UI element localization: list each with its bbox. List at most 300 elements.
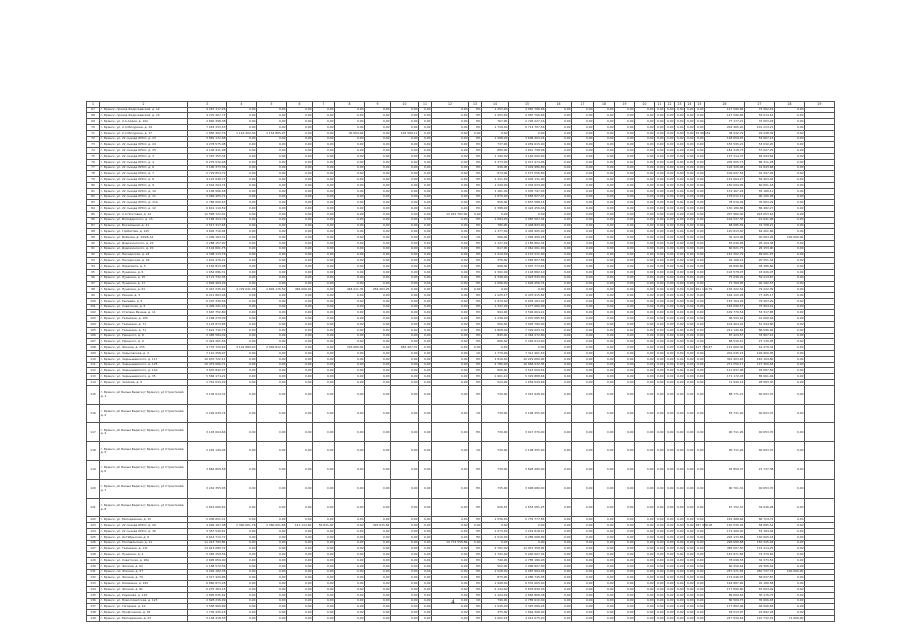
value-cell: 0,00 — [685, 188, 695, 194]
value-cell: 0,00 — [227, 380, 257, 386]
value-cell: 0,00 — [615, 558, 635, 564]
value-cell: 0,00 — [365, 159, 391, 165]
value-cell: 4 729 041,38 — [227, 287, 257, 293]
value-cell: 0,00 — [313, 165, 335, 171]
value-cell: 0,00 — [419, 575, 432, 581]
value-cell: 0,00 — [695, 298, 705, 304]
value-cell: 875,00 — [482, 575, 509, 581]
value-cell: 0,00 — [257, 546, 287, 552]
value-cell: 0,00 — [635, 153, 655, 159]
table-row — [87, 442, 835, 461]
value-cell: 0,00 — [287, 339, 313, 345]
value-cell: 0,00 — [257, 423, 287, 442]
value-cell: 0,00 — [685, 107, 695, 113]
value-cell: 0,00 — [675, 345, 685, 351]
value-cell: 0,00 — [419, 374, 432, 380]
value-cell: 0,00 — [419, 529, 432, 535]
value-cell: 0,00 — [594, 569, 615, 575]
value-cell: 0,00 — [665, 119, 675, 125]
value-cell: 0,00 — [432, 107, 469, 113]
value-cell: 0,00 — [572, 575, 594, 581]
value-cell: 0,00 — [615, 148, 635, 154]
value-cell: 3 017 376,00 — [509, 423, 546, 442]
value-cell: 0,00 — [594, 598, 615, 604]
value-cell: 0,00 — [313, 171, 335, 177]
value-cell: 0,00 — [685, 598, 695, 604]
value-cell: 0,00 — [635, 281, 655, 287]
value-cell: 0,00 — [685, 610, 695, 616]
value-cell: 0,00 — [695, 558, 705, 564]
value-cell: 0,00 — [227, 252, 257, 258]
value-cell: 1 631 476,41 — [188, 258, 227, 264]
value-cell: 0,00 — [432, 517, 469, 523]
value-cell: 0,00 — [594, 136, 615, 142]
value-cell: 0,00 — [391, 177, 419, 183]
value-cell: ПК — [469, 385, 482, 404]
column-header-6: 6 — [287, 102, 313, 108]
value-cell: 0,00 — [257, 223, 287, 229]
value-cell: 5 240 007,91 — [509, 552, 546, 558]
value-cell: 0,00 — [572, 113, 594, 119]
value-cell: 0,00 — [391, 124, 419, 130]
value-cell: 0,00 — [695, 200, 705, 206]
value-cell: 0,00 — [365, 130, 391, 136]
value-cell: 0,00 — [675, 380, 685, 386]
value-cell: 0,00 — [685, 540, 695, 546]
value-cell: 0,00 — [572, 235, 594, 241]
value-cell: 0,00 — [635, 171, 655, 177]
address-cell: г. Брянск, ул. 22 съезда КПСС, д. 24 — [100, 142, 188, 148]
value-cell: 0,00 — [695, 569, 705, 575]
value-cell: 0,00 — [572, 540, 594, 546]
column-header-19: 19 — [615, 102, 635, 108]
value-cell: 0,00 — [365, 153, 391, 159]
value-cell: 0,00 — [432, 575, 469, 581]
value-cell: 0,00 — [391, 479, 419, 498]
value-cell: 0,00 — [257, 461, 287, 480]
value-cell: 0,00 — [675, 351, 685, 357]
value-cell: 0,00 — [419, 246, 432, 252]
value-cell: 0,00 — [546, 610, 572, 616]
value-cell: 0,00 — [655, 558, 665, 564]
value-cell: 0,00 — [287, 442, 313, 461]
value-cell: 0,00 — [615, 107, 635, 113]
value-cell: 75 036,91 — [705, 275, 745, 281]
row-number-cell: 111 — [87, 362, 100, 368]
value-cell: 0,00 — [615, 423, 635, 442]
value-cell: 0,00 — [685, 235, 695, 241]
value-cell: 0,00 — [313, 534, 335, 540]
value-cell: 0,00 — [391, 200, 419, 206]
row-number-cell: 137 — [87, 604, 100, 610]
value-cell: 0,00 — [572, 304, 594, 310]
value-cell: 152 871,84 — [705, 552, 745, 558]
value-cell: ПК — [469, 461, 482, 480]
value-cell: 735,00 — [482, 479, 509, 498]
value-cell: 0,00 — [655, 287, 665, 293]
value-cell: 0,00 — [675, 575, 685, 581]
value-cell: 0,00 — [572, 159, 594, 165]
value-cell: 0,00 — [635, 558, 655, 564]
value-cell: 0,00 — [695, 235, 705, 241]
value-cell: 0,00 — [546, 130, 572, 136]
value-cell: 0,00 — [665, 368, 675, 374]
value-cell: 0,00 — [287, 107, 313, 113]
value-cell: 0,00 — [675, 498, 685, 517]
value-cell: 0,00 — [546, 351, 572, 357]
value-cell: 0,00 — [635, 235, 655, 241]
value-cell: 0,00 — [391, 351, 419, 357]
value-cell: 0,00 — [227, 113, 257, 119]
value-cell: 0,00 — [287, 298, 313, 304]
value-cell: 0,00 — [482, 287, 509, 293]
value-cell: 0,00 — [313, 498, 335, 517]
value-cell: 7 018 333,53 — [188, 124, 227, 130]
value-cell: 0,00 — [391, 229, 419, 235]
value-cell: 110 732,01 — [745, 615, 775, 621]
value-cell: 0,00 — [695, 546, 705, 552]
value-cell: 0,00 — [615, 385, 635, 404]
value-cell: 58 685,54 — [745, 523, 775, 529]
value-cell: 0,00 — [365, 322, 391, 328]
value-cell: 0,00 — [365, 264, 391, 270]
value-cell: 0,00 — [335, 327, 365, 333]
address-cell: г. Брянск, ул. Степана Разина, д. 11 — [100, 310, 188, 316]
value-cell: 0,00 — [419, 592, 432, 598]
value-cell: 0,00 — [257, 498, 287, 517]
value-cell: 0,00 — [546, 293, 572, 299]
value-cell: 0,00 — [572, 604, 594, 610]
value-cell: 2 784 000,63 — [188, 200, 227, 206]
value-cell: 0,00 — [655, 165, 665, 171]
row-number-cell: 117 — [87, 423, 100, 442]
value-cell: 0,00 — [227, 586, 257, 592]
value-cell: 0,00 — [546, 380, 572, 386]
value-cell: 0,00 — [419, 293, 432, 299]
value-cell: 4 278 575,98 — [188, 142, 227, 148]
value-cell: 0,00 — [594, 310, 615, 316]
value-cell: 0,00 — [775, 461, 805, 480]
value-cell: 0,00 — [615, 177, 635, 183]
value-cell: 2 846 176,59 — [257, 287, 287, 293]
value-cell: 994,00 — [482, 310, 509, 316]
value-cell: 0,00 — [594, 188, 615, 194]
value-cell: 0,00 — [685, 523, 695, 529]
value-cell: 0,00 — [257, 333, 287, 339]
value-cell: 1 096,00 — [482, 281, 509, 287]
value-cell: 0,00 — [695, 223, 705, 229]
value-cell: 0,00 — [665, 223, 675, 229]
row-number-cell: 91 — [87, 246, 100, 252]
value-cell: 0,00 — [419, 333, 432, 339]
value-cell: 4 086 745,95 — [509, 575, 546, 581]
value-cell: 2 840 398,38 — [188, 119, 227, 125]
value-cell: 0,00 — [546, 148, 572, 154]
value-cell: 0,00 — [615, 461, 635, 480]
value-cell: 0,00 — [419, 351, 432, 357]
value-cell: 0,00 — [313, 385, 335, 404]
value-cell: 730,00 — [482, 423, 509, 442]
value-cell: 0,00 — [655, 404, 665, 423]
value-cell: 0,00 — [685, 517, 695, 523]
value-cell: 6 714 707,56 — [509, 124, 546, 130]
value-cell: 0,00 — [419, 177, 432, 183]
value-cell: 874,00 — [482, 171, 509, 177]
value-cell: 0,00 — [685, 479, 695, 498]
value-cell: 0,00 — [635, 206, 655, 212]
value-cell: 0,00 — [482, 130, 509, 136]
value-cell: 0,00 — [432, 119, 469, 125]
value-cell: 0,00 — [655, 223, 665, 229]
value-cell: 182 318,73 — [705, 148, 745, 154]
value-cell: 3 325 080,24 — [509, 604, 546, 610]
value-cell: 0,00 — [685, 258, 695, 264]
value-cell: 0,00 — [227, 194, 257, 200]
value-cell: 71 769,95 — [705, 281, 745, 287]
row-number-cell: 134 — [87, 586, 100, 592]
value-cell: 0,00 — [695, 327, 705, 333]
value-cell: 0,00 — [313, 211, 335, 217]
value-cell: 0,00 — [546, 287, 572, 293]
value-cell: 1 311,00 — [482, 177, 509, 183]
value-cell: 0,00 — [432, 148, 469, 154]
value-cell: 1 104,00 — [482, 592, 509, 598]
value-cell: 2 388,00 — [482, 206, 509, 212]
value-cell: 0,00 — [227, 269, 257, 275]
value-cell: 0,00 — [546, 592, 572, 598]
value-cell: 40 653,70 — [745, 423, 775, 442]
value-cell: 4 023 543,00 — [509, 275, 546, 281]
value-cell: 0,00 — [572, 380, 594, 386]
value-cell: 72 379,81 — [745, 552, 775, 558]
row-number-cell: 97 — [87, 281, 100, 287]
row-number-cell: 80 — [87, 182, 100, 188]
value-cell: 0,00 — [572, 293, 594, 299]
value-cell: 0,00 — [675, 298, 685, 304]
value-cell: 0,00 — [695, 385, 705, 404]
value-cell: 164 122,28 — [705, 293, 745, 299]
value-cell: 12 598 722,01 — [188, 211, 227, 217]
value-cell: 0,00 — [594, 423, 615, 442]
value-cell: 0,00 — [432, 310, 469, 316]
value-cell: 0,00 — [655, 252, 665, 258]
row-number-cell: 125 — [87, 534, 100, 540]
value-cell: 1 901,10 — [482, 374, 509, 380]
value-cell: 0,00 — [365, 165, 391, 171]
value-cell: 9 285 068,89 — [509, 534, 546, 540]
value-cell: 0,00 — [675, 235, 685, 241]
value-cell: 0,00 — [432, 404, 469, 423]
value-cell: 0,00 — [594, 240, 615, 246]
value-cell: 0,00 — [775, 246, 805, 252]
value-cell: 0,00 — [775, 345, 805, 351]
value-cell: 0,00 — [257, 385, 287, 404]
value-cell: 0,00 — [675, 563, 685, 569]
value-cell: 0,00 — [775, 142, 805, 148]
row-number-cell: 96 — [87, 275, 100, 281]
value-cell: 0,00 — [695, 316, 705, 322]
value-cell: 0,00 — [391, 298, 419, 304]
value-cell: 0,00 — [594, 281, 615, 287]
value-cell: 806,00 — [482, 368, 509, 374]
value-cell: 13 623 080,74 — [188, 546, 227, 552]
value-cell: 0,00 — [227, 610, 257, 616]
row-number-cell: 119 — [87, 461, 100, 480]
address-cell: г. Брянск, ул. Советская, д. 5 — [100, 304, 188, 310]
value-cell: 0,00 — [635, 461, 655, 480]
value-cell: 1 073,00 — [482, 529, 509, 535]
value-cell: 0,00 — [432, 333, 469, 339]
value-cell: 141 113,60 — [287, 523, 313, 529]
value-cell: 0,00 — [572, 130, 594, 136]
value-cell: 0,00 — [615, 404, 635, 423]
value-cell: 0,00 — [432, 275, 469, 281]
value-cell: 0,00 — [432, 351, 469, 357]
value-cell: 0,00 — [695, 586, 705, 592]
value-cell: 0,00 — [685, 177, 695, 183]
value-cell: 0,00 — [594, 113, 615, 119]
value-cell: 0,00 — [572, 119, 594, 125]
value-cell: 0,00 — [675, 275, 685, 281]
value-cell: 3 208 279,09 — [188, 316, 227, 322]
value-cell: 0,00 — [419, 380, 432, 386]
value-cell: 0,00 — [257, 610, 287, 616]
value-cell: 55 731,20 — [705, 404, 745, 423]
value-cell: 0,00 — [227, 171, 257, 177]
value-cell: 0,00 — [635, 252, 655, 258]
value-cell: 0,00 — [615, 586, 635, 592]
value-cell: 0,00 — [227, 604, 257, 610]
value-cell: 0,00 — [685, 240, 695, 246]
value-cell: 0,00 — [365, 558, 391, 564]
value-cell: 0,00 — [685, 287, 695, 293]
value-cell: 0,00 — [685, 246, 695, 252]
value-cell: 0,00 — [257, 153, 287, 159]
column-header-20: 20 — [635, 102, 655, 108]
value-cell: 0,00 — [675, 142, 685, 148]
address-cell: г. Брянск, ул. 22 съезда КПСС, д. 20 — [100, 523, 188, 529]
value-cell: 0,00 — [391, 610, 419, 616]
address-cell: г. Брянск, ул. Ульянова, д. 110 — [100, 592, 188, 598]
value-cell: 0,00 — [695, 362, 705, 368]
value-cell: ПК — [469, 479, 482, 498]
value-cell: 0,00 — [313, 368, 335, 374]
address-cell: г. Брянск, проезд Федосеевский, д. 14 — [100, 113, 188, 119]
value-cell: 0,00 — [313, 423, 335, 442]
value-cell: 0,00 — [665, 598, 675, 604]
value-cell: 0,00 — [391, 423, 419, 442]
value-cell: 0,00 — [419, 142, 432, 148]
value-cell: 0,00 — [335, 423, 365, 442]
value-cell: 0,00 — [775, 529, 805, 535]
value-cell: 0,00 — [594, 206, 615, 212]
value-cell: 4 087 796,66 — [509, 113, 546, 119]
value-cell: 0,00 — [313, 598, 335, 604]
value-cell: 102 589,11 — [391, 130, 419, 136]
value-cell: 91 180,58 — [745, 581, 775, 587]
value-cell: 0,00 — [365, 258, 391, 264]
value-cell: 0,00 — [775, 223, 805, 229]
address-cell: г. Брянск, ул. Октябрьская, д. 6 — [100, 534, 188, 540]
value-cell: 85 661,46 — [745, 374, 775, 380]
value-cell: 0,00 — [227, 592, 257, 598]
value-cell: 0,00 — [594, 322, 615, 328]
value-cell: 0,00 — [665, 293, 675, 299]
value-cell: 0,00 — [432, 461, 469, 480]
value-cell: 0,00 — [287, 211, 313, 217]
value-cell: 0,00 — [313, 586, 335, 592]
value-cell: 0,00 — [695, 592, 705, 598]
value-cell: ПК — [469, 529, 482, 535]
value-cell: 0,00 — [313, 298, 335, 304]
value-cell: 0,00 — [335, 211, 365, 217]
value-cell: 0,00 — [227, 159, 257, 165]
value-cell: 0,00 — [594, 356, 615, 362]
value-cell: 0,00 — [775, 546, 805, 552]
value-cell: 0,00 — [675, 148, 685, 154]
value-cell: 27 130,05 — [745, 339, 775, 345]
value-cell: 57 027,25 — [745, 148, 775, 154]
value-cell: 0,00 — [365, 188, 391, 194]
value-cell: 0,00 — [482, 345, 509, 351]
value-cell: 0,00 — [685, 581, 695, 587]
value-cell: 0,00 — [365, 362, 391, 368]
value-cell: 0,00 — [695, 142, 705, 148]
value-cell: 0,00 — [775, 575, 805, 581]
value-cell: 0,00 — [432, 124, 469, 130]
value-cell: 33 807,12 — [745, 333, 775, 339]
value-cell: СК — [469, 598, 482, 604]
value-cell: 0,00 — [335, 339, 365, 345]
value-cell: 1 249,00 — [482, 182, 509, 188]
value-cell: 0,00 — [594, 362, 615, 368]
value-cell: 0,00 — [257, 356, 287, 362]
table-row — [87, 479, 835, 498]
value-cell: 0,00 — [257, 615, 287, 621]
value-cell: 5 447 235,02 — [188, 287, 227, 293]
value-cell: 0,00 — [365, 142, 391, 148]
value-cell: 0,00 — [287, 362, 313, 368]
address-cell: г. Брянск, ул. Советская, д. 18А — [100, 558, 188, 564]
value-cell: 0,00 — [594, 293, 615, 299]
value-cell: 0,00 — [257, 182, 287, 188]
value-cell: 0,00 — [391, 275, 419, 281]
value-cell: 0,00 — [391, 107, 419, 113]
value-cell: 0,00 — [685, 498, 695, 517]
column-header-2: 2 — [100, 102, 188, 108]
value-cell: 0,00 — [546, 252, 572, 258]
value-cell: 0,00 — [615, 223, 635, 229]
value-cell: 0,00 — [665, 461, 675, 480]
value-cell: 0,00 — [432, 592, 469, 598]
value-cell: 0,00 — [546, 153, 572, 159]
value-cell: 0,00 — [227, 182, 257, 188]
value-cell: 0,00 — [675, 130, 685, 136]
value-cell: 0,00 — [775, 229, 805, 235]
value-cell: 28 083,30 — [745, 380, 775, 386]
address-cell: г. Брянск, ул. Фокина, д. 155 — [100, 345, 188, 351]
value-cell: 3 881 172,68 — [188, 136, 227, 142]
value-cell: 0,00 — [635, 534, 655, 540]
value-cell: 3 026 780,00 — [509, 322, 546, 328]
value-cell: 155 164,29 — [705, 298, 745, 304]
value-cell: 87 424,57 — [705, 333, 745, 339]
value-cell: 0,00 — [635, 275, 655, 281]
value-cell: 0,00 — [594, 523, 615, 529]
value-cell: 0,00 — [665, 592, 675, 598]
value-cell: 0,00 — [391, 615, 419, 621]
value-cell: 0,00 — [635, 165, 655, 171]
